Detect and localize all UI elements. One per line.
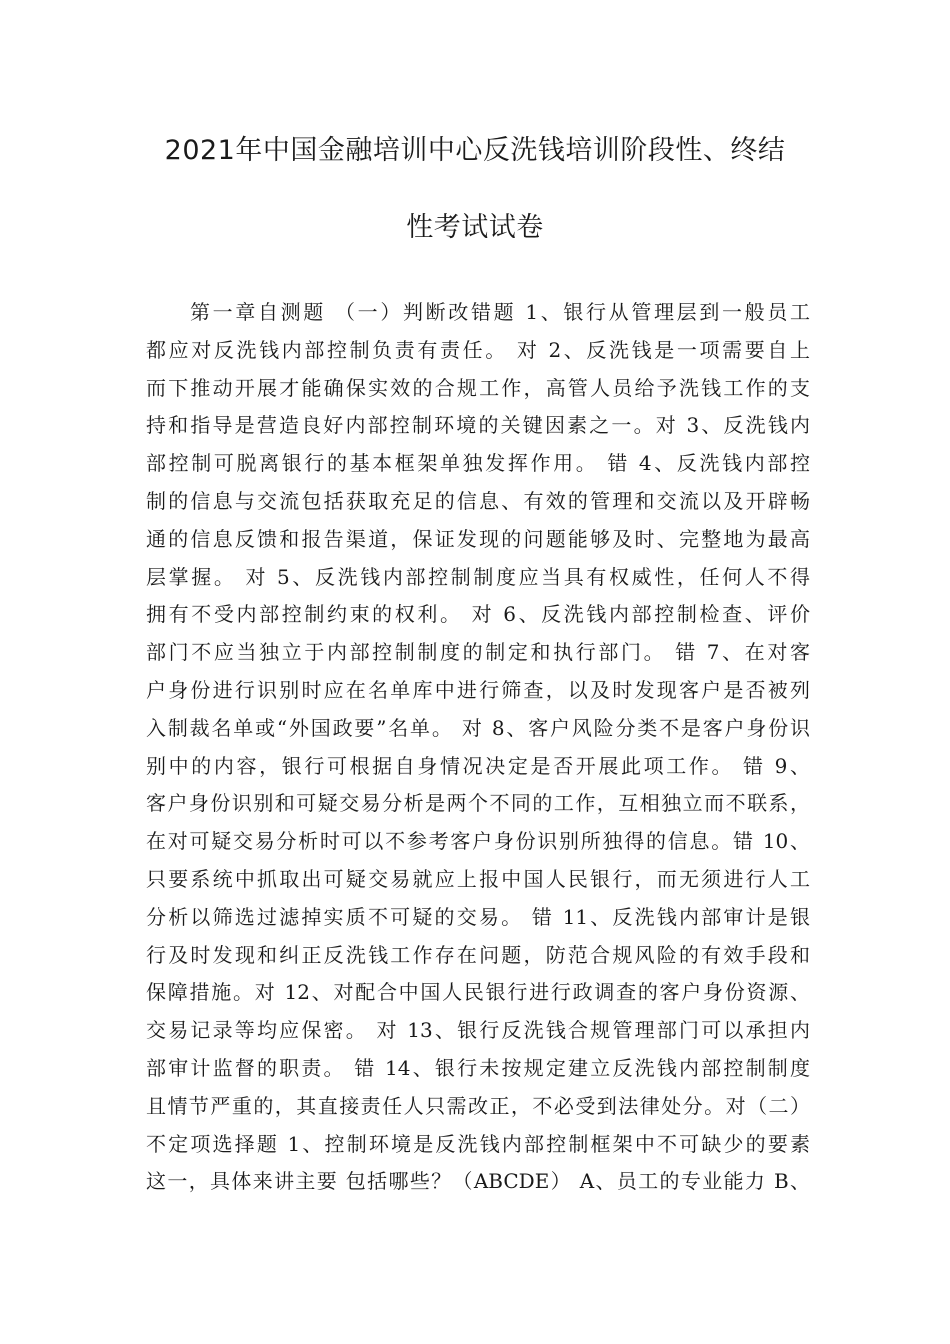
body-text-line: 客户身份识别和可疑交易分析是两个不同的工作，互相独立而不联系， [146,791,810,816]
body-text-line: 层掌握。 对 5、反洗钱内部控制制度应当具有权威性，任何人不得 [146,564,810,589]
body-text-line: 部控制可脱离银行的基本框架单独发挥作用。 错 4、反洗钱内部控 [146,451,810,476]
body-text-line: 交易记录等均应保密。 对 13、银行反洗钱合规管理部门可以承担内 [146,1018,810,1043]
body-text-line: 这一，具体来讲主要 包括哪些？（ABCDE） A、员工的专业能力 B、 [146,1169,810,1194]
body-text-line: 在对可疑交易分析时可以不参考客户身份识别所独得的信息。错 10、 [146,829,810,854]
body-text-line: 而下推动开展才能确保实效的合规工作，高管人员给予洗钱工作的支 [146,375,810,400]
body-text-line: 通的信息反馈和报告渠道，保证发现的问题能够及时、完整地为最高 [146,526,810,551]
body-text-line: 入制裁名单或“外国政要”名单。 对 8、客户风险分类不是客户身份识 [146,715,810,740]
body-text-line: 持和指导是营造良好内部控制环境的关键因素之一。对 3、反洗钱内 [146,413,810,438]
body-text-line: 且情节严重的，其直接责任人只需改正，不必受到法律处分。对（二） [146,1093,810,1118]
body-text-line: 都应对反洗钱内部控制负责有责任。 对 2、反洗钱是一项需要自上 [146,337,810,362]
body-text-line: 不定项选择题 1、控制环境是反洗钱内部控制框架中不可缺少的要素 [146,1131,810,1156]
body-text-line: 只要系统中抓取出可疑交易就应上报中国人民银行，而无须进行人工 [146,866,810,891]
body-text-line: 保障措施。对 12、对配合中国人民银行进行政调查的客户身份资源、 [146,980,810,1005]
document-title-line-1: 2021年中国金融培训中心反洗钱培训阶段性、终结 [164,135,786,166]
body-text-line: 第一章自测题 （一）判断改错题 1、银行从管理层到一般员工 [190,300,810,324]
body-text-line: 部门不应当独立于内部控制制度的制定和执行部门。 错 7、在对客 [146,640,810,665]
document-body [146,294,810,1201]
body-text-line: 部审计监督的职责。 错 14、银行未按规定建立反洗钱内部控制制度 [146,1055,810,1080]
body-text-line: 分析以筛选过滤掉实质不可疑的交易。 错 11、反洗钱内部审计是银 [146,904,810,929]
body-text-line: 行及时发现和纠正反洗钱工作存在问题，防范合规风险的有效手段和 [146,942,810,967]
body-text-line: 拥有不受内部控制约束的权利。 对 6、反洗钱内部控制检查、评价 [146,602,810,627]
body-text-line: 户身份进行识别时应在名单库中进行筛查，以及时发现客户是否被列 [146,677,810,702]
body-text-line: 别中的内容，银行可根据自身情况决定是否开展此项工作。 错 9、 [146,753,810,778]
body-text-line: 制的信息与交流包括获取充足的信息、有效的管理和交流以及开辟畅 [146,488,810,513]
document-title-line-2: 性考试试卷 [406,212,544,243]
